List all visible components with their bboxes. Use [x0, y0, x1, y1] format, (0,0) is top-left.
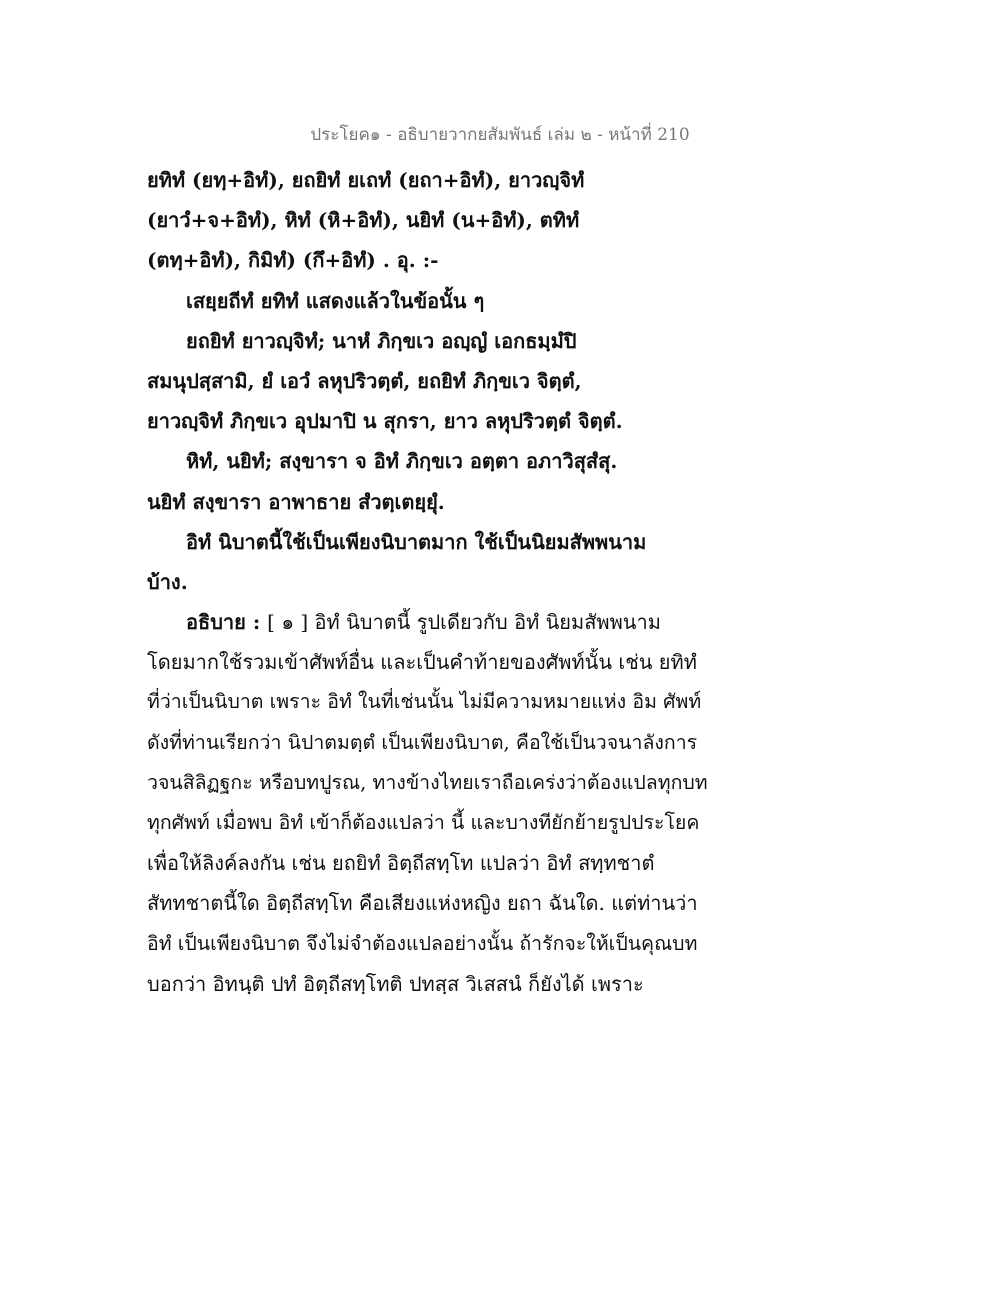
text-line: ยถยิทํ ยาวญฺจิทํ; นาหํ ภิกฺขเว อญฺญํ เอกธมฺมํปิ [186, 328, 577, 353]
text-line: หิทํ, นยิทํ; สงฺขารา จ อิทํ ภิกฺขเว อตฺตา อภาวิสุสํสุ. [186, 449, 618, 474]
body-text [147, 160, 707, 1004]
text-line: สมนุปสฺสามิ, ยํ เอวํ ลหุปริวตฺตํ, ยถยิทํ ภิกฺขเว จิตฺตํ, [147, 368, 582, 393]
text-line: สัททชาตนี้ใด อิตฺถีสทฺโท คือเสียงแห่งหญิง ยถา ฉันใด. แต่ท่านว่า [147, 891, 698, 916]
text-line: วจนสิลิฏฐกะ หรือบทปูรณ, ทางข้างไทยเราถือเคร่งว่าต้องแปลทุกบท [147, 770, 708, 794]
text-line: ทุกศัพท์ เมื่อพบ อิทํ เข้าก็ต้องแปลว่า นี้ และบางทียักย้ายรูปประโยค [147, 811, 700, 834]
text-line: นยิทํ สงฺขารา อาพาธาย สํวตฺเตยฺยุํ. [147, 489, 445, 514]
text-line: ดังที่ท่านเรียกว่า นิปาตมตฺตํ เป็นเพียงนิบาต, คือใช้เป็นวจนาลังการ [147, 730, 698, 754]
text-line: อธิบาย : [ ๑ ] อิทํ นิบาตนี้ รูปเดียวกับ อิทํ นิยมสัพพนาม [186, 610, 661, 635]
running-header-text: ประโยค๑ - อธิบายวากยสัมพันธ์ เล่ม ๒ - หน้าที่ 210 [310, 125, 690, 145]
text-line: (ตทฺ+อิทํ), กิมิทํ) (กึ+อิทํ) . อุ. :- [147, 248, 439, 273]
text-line: ยาวญฺจิทํ ภิกฺขเว อุปมาปิ น สุกรา, ยาว ลหุปริวตฺตํ จิตฺตํ. [147, 409, 623, 434]
text-line: ที่ว่าเป็นนิบาต เพราะ อิทํ ในที่เช่นนั้น ไม่มีความหมายแห่ง อิม ศัพท์ [147, 690, 702, 714]
text-line: เพื่อให้ลิงค์ลงกัน เช่น ยถยิทํ อิตฺถีสทฺโท แปลว่า อิทํ สทฺทชาตํ [147, 851, 655, 876]
text-line: ยทิทํ (ยทฺ+อิทํ), ยถยิทํ ยเถทํ (ยถา+อิทํ), ยาวญฺจิทํ [147, 168, 585, 192]
text-line: อิทํ เป็นเพียงนิบาต จึงไม่จำต้องแปลอย่างนั้น ถ้ารักจะให้เป็นคุณบท [147, 931, 698, 955]
text-line: บ้าง. [147, 569, 188, 594]
text-line: บอกว่า อิทนฺติ ปทํ อิตฺถีสทฺโทติ ปทสฺส วิเสสนํ ก็ยังได้ เพราะ [147, 971, 644, 996]
text-line: อิทํ นิบาตนี้ใช้เป็นเพียงนิบาตมาก ใช้เป็นนิยมสัพพนาม [186, 529, 647, 554]
text-line: (ยาวํ+จ+อิทํ), หิทํ (หิ+อิทํ), นยิทํ (น+อิทํ), ตทิทํ [147, 208, 580, 233]
explanation-label: อธิบาย : [186, 610, 268, 635]
text-line: เสยฺยถีทํ ยทิทํ แสดงแล้วในข้อนั้น ๆ [186, 288, 485, 313]
text-line: โดยมากใช้รวมเข้าศัพท์อื่น และเป็นคำท้ายของศัพท์นั้น เช่น ยทิทํ [147, 650, 697, 675]
running-header [0, 121, 1000, 148]
